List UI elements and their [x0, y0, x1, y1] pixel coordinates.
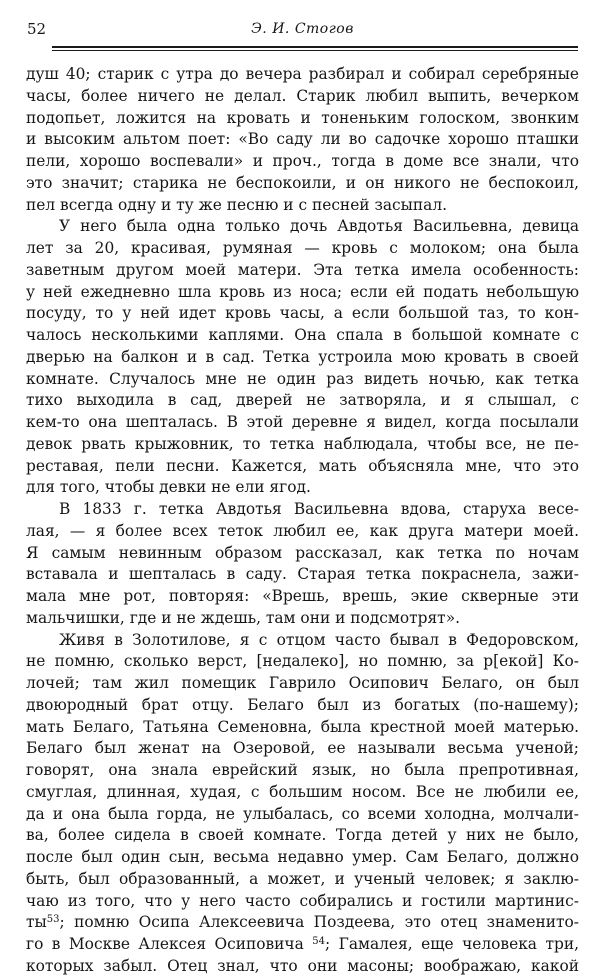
text-line: часы, более ничего не делал. Старик любил выпить, вечерком	[26, 86, 579, 105]
page-header	[27, 14, 578, 40]
text-line: лочей; там жил помещик Гаврило Осипович Белаго, он был	[26, 674, 579, 692]
text-line: Я самым невинным образом рассказал, как тетка по ночам	[26, 543, 579, 562]
text-line: У него была одна только дочь Авдотья Васильевна, девица	[59, 217, 579, 236]
header-rule-thin	[52, 50, 578, 51]
text-line: лая, — я более всех теток любил ее, как друга матери моей.	[26, 521, 579, 540]
text-line: посуду, то у ней идет кровь часы, а если большой таз, то кон-	[26, 304, 579, 323]
text-line: у ней ежедневно шла кровь из носа; если ей подать небольшую	[26, 282, 579, 301]
text-line: это значит; старика не беспокоили, и он никого не беспокоил,	[26, 173, 579, 192]
text-line: которых забыл. Отец знал, что они масоны; воображаю, какой	[26, 956, 579, 975]
text-line: тихо выходила в сад, дверей не затворяла, и я слышал, с	[26, 391, 579, 410]
text-line: подопьет, ложится на кровать и тоненьким голоском, звонким	[26, 108, 579, 127]
footnote-marker-54: 54	[312, 936, 325, 947]
text-fragment: го в Москве Алексея Осиповича	[26, 935, 304, 953]
text-fragment: ; помню Осипа Алексеевича Поздеева, это отец знаменито-	[59, 913, 579, 932]
text-line: вставала и шепталась в саду. Старая тетка покраснела, зажи-	[26, 565, 579, 584]
text-line: смуглая, длинная, худая, с большим носом. Все не любили ее,	[26, 782, 579, 801]
text-line: Белаго был женат на Озеровой, ее называли весьма ученой;	[26, 739, 579, 758]
text-line: мальчишки, где и не ждешь, там они и подсмотрят».	[26, 608, 461, 627]
body-text	[26, 64, 579, 978]
text-line-with-footnote	[26, 934, 579, 956]
text-line: мать Белаго, Татьяна Семеновна, была крестной моей матерью.	[26, 717, 579, 736]
text-line: дверью на балкон и в сад. Тетка устроила мою кровать в своей	[26, 347, 579, 366]
text-line: Живя в Золотилове, я с отцом часто бывал в Федоровском,	[59, 630, 579, 649]
text-line-with-footnote	[26, 912, 579, 934]
text-line: двоюродный брат отцу. Белаго был из богатых (по-нашему);	[26, 695, 579, 714]
text-line: пели, хорошо воспевали» и проч., тогда в доме все знали, что	[26, 152, 579, 170]
text-line: заветным другом моей матери. Эта тетка имела особенность:	[26, 260, 579, 279]
text-fragment: ты	[26, 913, 47, 932]
text-line: лет за 20, красивая, румяная — кровь с молоком; она была	[26, 239, 579, 257]
text-line: после был один сын, весьма недавно умер. Сам Белаго, должно	[26, 848, 579, 866]
text-line: да и она была горда, не улыбалась, со всеми холодна, молчали-	[26, 804, 579, 823]
text-line: говорят, она знала еврейский язык, но была препротивная,	[26, 761, 579, 779]
page-number: 52	[27, 20, 47, 38]
text-line: В 1833 г. тетка Авдотья Васильевна вдова, старуха весе-	[59, 500, 579, 518]
text-fragment: ; Гамалея, еще человека три,	[324, 935, 579, 953]
text-line: реставая, пели песни. Кажется, мать объясняла мне, что это	[26, 456, 579, 475]
text-line: кем-то она шепталась. В этой деревне я видел, когда посылали	[26, 413, 579, 431]
text-line: чалось несколькими каплями. Она спала в большой комнате с	[26, 326, 579, 344]
text-line: чаю из того, что у него часто собирались и гостили мартинис-	[26, 891, 579, 910]
text-line: комнате. Случалось мне не один раз видеть ночью, как тетка	[26, 369, 579, 388]
text-line: душ 40; старик с утра до вечера разбирал и собирал серебряные	[26, 65, 579, 83]
text-line: и высоким альтом поет: «Во саду ли во садочке хорошо пташки	[26, 130, 579, 149]
footnote-marker-53: 53	[46, 914, 60, 926]
header-rule-thick	[52, 46, 578, 48]
text-line: девок рвать крыжовник, то тетка наблюдала, чтобы все, не пе-	[26, 434, 579, 453]
text-line: пел всегда одну и ту же песню и с песней засыпал.	[26, 195, 447, 214]
text-line: для того, чтобы девки не ели ягод.	[26, 478, 311, 497]
text-line: ва, более сидела в своей комнате. Тогда детей у них не было,	[26, 826, 579, 845]
text-line: не помню, сколько верст, [недалеко], но помню, за р[екой] Ко-	[26, 652, 579, 671]
text-line: быть, был образованный, а может, и ученый человек; я заклю-	[26, 869, 579, 888]
running-head: Э. И. Стогов	[251, 21, 354, 37]
text-line: мала мне рот, повторяя: «Врешь, врешь, экие скверные эти	[26, 587, 579, 605]
